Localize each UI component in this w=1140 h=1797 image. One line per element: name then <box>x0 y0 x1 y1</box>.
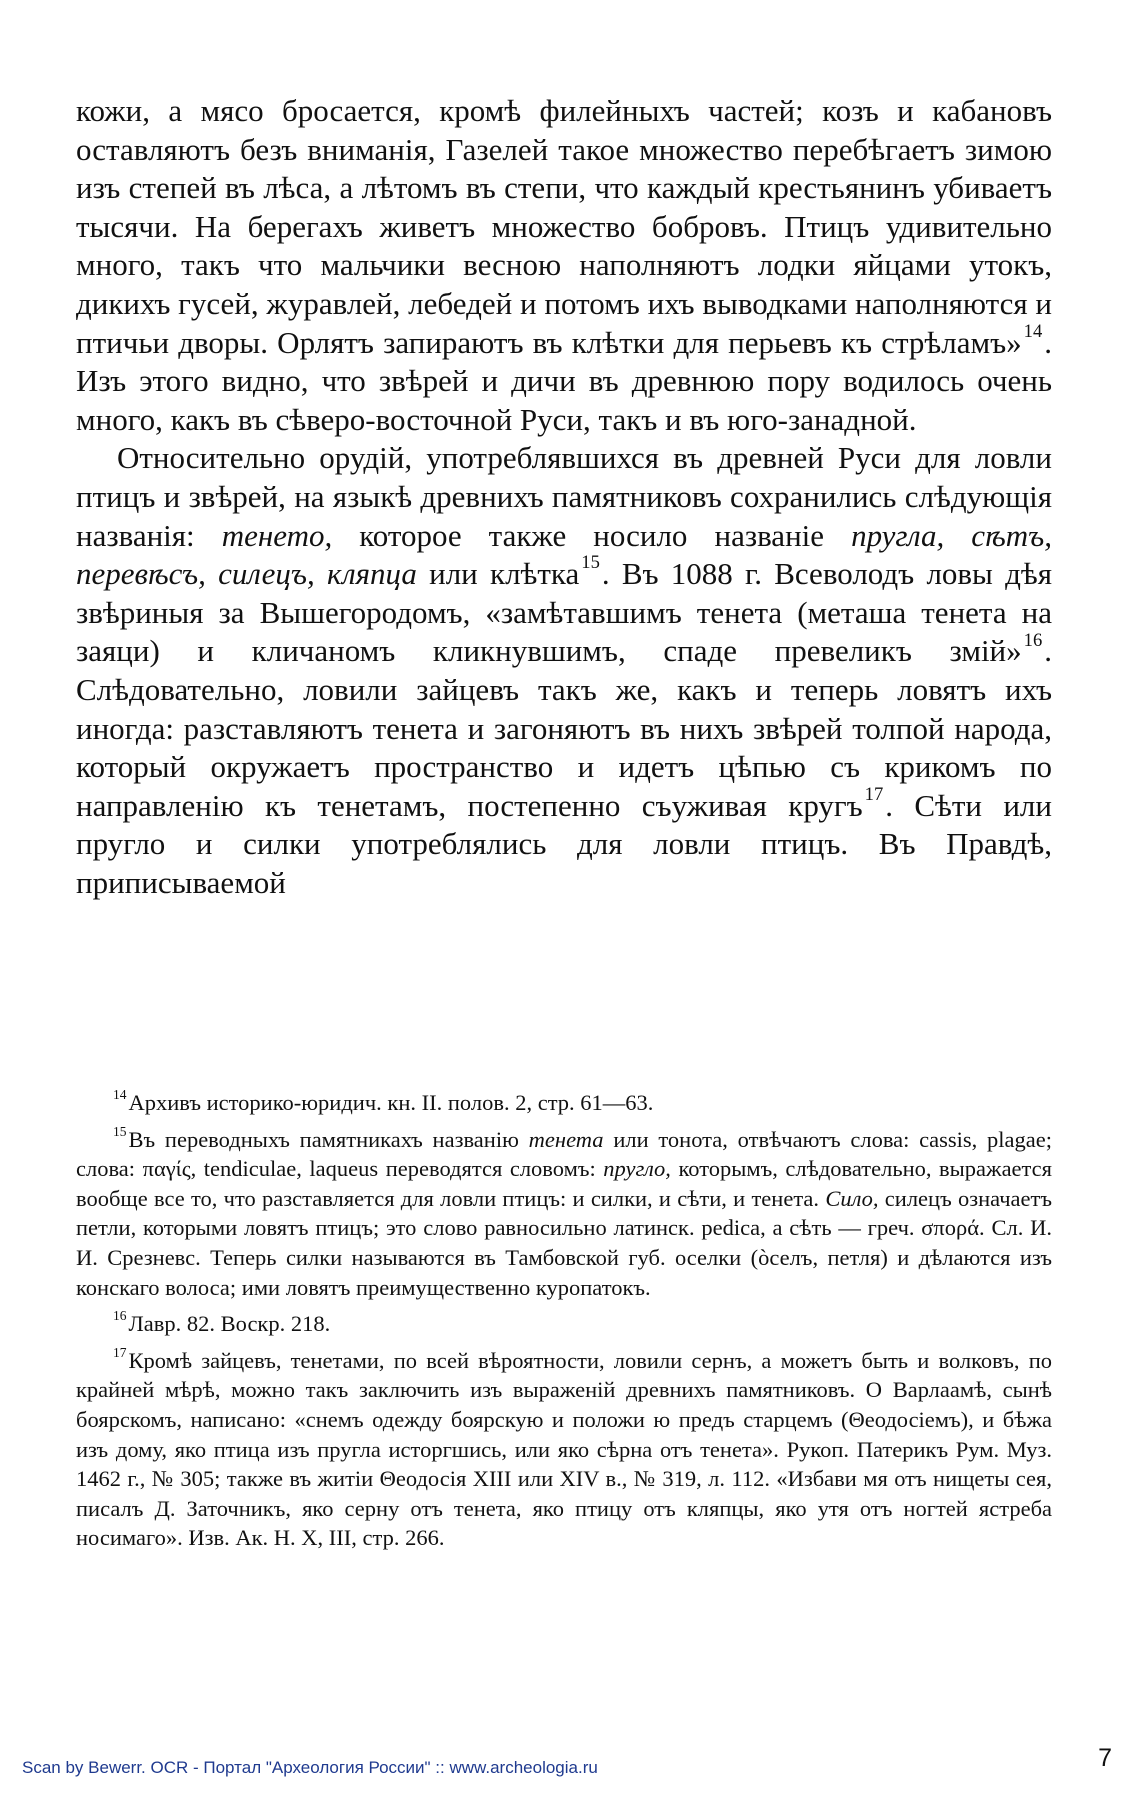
main-text <box>76 92 1052 902</box>
term-teneto: тенето, <box>221 517 333 553</box>
paragraph-2 <box>76 439 1052 902</box>
footnote-ref-16[interactable]: 16 <box>1023 629 1043 651</box>
footnote-15-text-d: силецъ означаетъ петли, которыми ловятъ птицъ; это слово равносильно латинск. pedica, а сѣть — греч. σπορά. Сл. И. И. Срезневс. Теперь силки называются въ Тамбовской губ. оселки (òселъ, петля) и дѣлаются изъ конскаго волоса; ими ловятъ преимущественно куропатокъ. <box>76 1185 1052 1300</box>
footnote-16 <box>76 1309 1052 1339</box>
paragraph-2-text-c: или клѣтка <box>416 556 580 592</box>
footnote-ref-15[interactable]: 15 <box>581 552 600 574</box>
paragraph-2-text-a: Относительно орудій, употреблявшихся въ древней Руси для ловли птицъ и звѣрей, на языкѣ древнихъ памятниковъ сохранились слѣдующія названія: <box>76 440 1052 553</box>
footnote-15-text-a: Въ переводныхъ памятникахъ названію <box>128 1126 529 1152</box>
footnote-15-italic-b: пругло, <box>603 1156 671 1182</box>
footnote-14 <box>76 1088 1052 1118</box>
footnote-15-number: 15 <box>113 1123 127 1139</box>
footnote-15-text-b: или тонота, отвѣчаютъ слова: cassis, plagae; слова: παγίς, tendiculae, laqueus переводятся словомъ: <box>76 1126 1053 1182</box>
footnote-15-italic-c: Сило, <box>825 1185 879 1211</box>
footnote-16-text: Лавр. 82. Воскр. 218. <box>128 1311 331 1337</box>
paragraph-2-text-d: . Въ 1088 г. Всеволодъ ловы дѣя звѣриныя за Вышегородомъ, «замѣтавшимъ тенета (меташа тенета на заяци) и кличаномъ кликнувшимъ, спаде превеликъ змій» <box>76 556 1052 669</box>
footnote-17-number: 17 <box>113 1344 127 1360</box>
footnote-ref-14[interactable]: 14 <box>1023 320 1043 342</box>
footnote-14-number: 14 <box>113 1087 127 1103</box>
paragraph-1-text-b: . Изъ этого видно, что звѣрей и дичи въ древнюю пору водилось очень много, какъ въ сѣверо-восточной Руси, такъ и въ юго-занадной. <box>76 324 1052 437</box>
paragraph-2-text-b: которое также носило названіе <box>332 517 852 553</box>
page-number: 7 <box>1098 1744 1112 1772</box>
footnote-15-italic-a: тенета <box>528 1126 604 1152</box>
footnote-15 <box>76 1125 1052 1303</box>
term-list: пругла, сѣтъ, перевѣсъ, силецъ, кляпца <box>76 517 1052 592</box>
footnote-17 <box>76 1346 1052 1553</box>
footnote-14-text: Архивъ историко-юридич. кн. II. полов. 2, стр. 61—63. <box>128 1090 654 1115</box>
scan-credit-link[interactable]: Scan by Bewerr. OCR - Портал "Археология России" :: www.archeologia.ru <box>22 1758 598 1777</box>
footnote-15-text-c: которымъ, слѣдовательно, выражается вообще все то, что разставляется для ловли птицъ: и силки, и сѣти, и тенета. <box>76 1156 1052 1211</box>
paragraph-2-text-e: . Слѣдовательно, ловили зайцевъ такъ же, какъ и теперь ловятъ ихъ иногда: разставляютъ тенета и загоняютъ въ нихъ звѣрей толпой народа, который окружаетъ пространство и идетъ цѣпью съ крикомъ по направленію къ тенетамъ, постепенно съуживая кругъ <box>76 633 1052 823</box>
footnote-17-text: Кромѣ зайцевъ, тенетами, по всей вѣроятности, ловили сернъ, а можетъ быть и волковъ, по крайней мѣрѣ, можно такъ заключить изъ выраженій древнихъ памятниковъ. О Варлаамѣ, сынѣ боярскомъ, написано: «снемъ одежду боярскую и положи ю предъ старцемъ (Θеодосіемъ), и бѣжа изъ дому, яко птица изъ пругла исторгшись, или яко сѣрна отъ тенета». Рукоп. Патерикъ Рум. Муз. 1462 г., № 305; также въ житіи Θеодосія XIII или XIV в., № 319, л. 112. «Избави мя отъ нищеты сея, писалъ Д. Заточникъ, яко серну отъ тенета, яко птицу отъ кляпцы, яко утя отъ ногтей ястреба носимаго». Изв. Ак. Н. X, III, стр. 266. <box>76 1347 1052 1551</box>
footnote-16-number: 16 <box>113 1308 127 1324</box>
paragraph-1 <box>76 92 1052 439</box>
paragraph-1-text-a: кожи, а мясо бросается, кромѣ филейныхъ частей; козъ и кабановъ оставляютъ безъ вниманія, Газелей такое множество перебѣгаетъ зимою изъ степей въ лѣса, а лѣтомъ въ степи, что каждый крестьянинъ убиваетъ тысячи. На берегахъ живетъ множество бобровъ. Птицъ удивительно много, такъ что мальчики весною наполняютъ лодки яйцами утокъ, дикихъ гусей, журавлей, лебедей и потомъ ихъ выводками наполняются и птичьи дворы. Орлятъ запираютъ въ клѣтки для перьевъ къ стрѣламъ» <box>76 93 1052 360</box>
paragraph-2-text-f: . Сѣти или пругло и силки употреблялись для ловли птицъ. Въ Правдѣ, приписываемой <box>76 787 1052 900</box>
footnote-ref-17[interactable]: 17 <box>864 783 884 805</box>
footnotes <box>76 1088 1052 1560</box>
